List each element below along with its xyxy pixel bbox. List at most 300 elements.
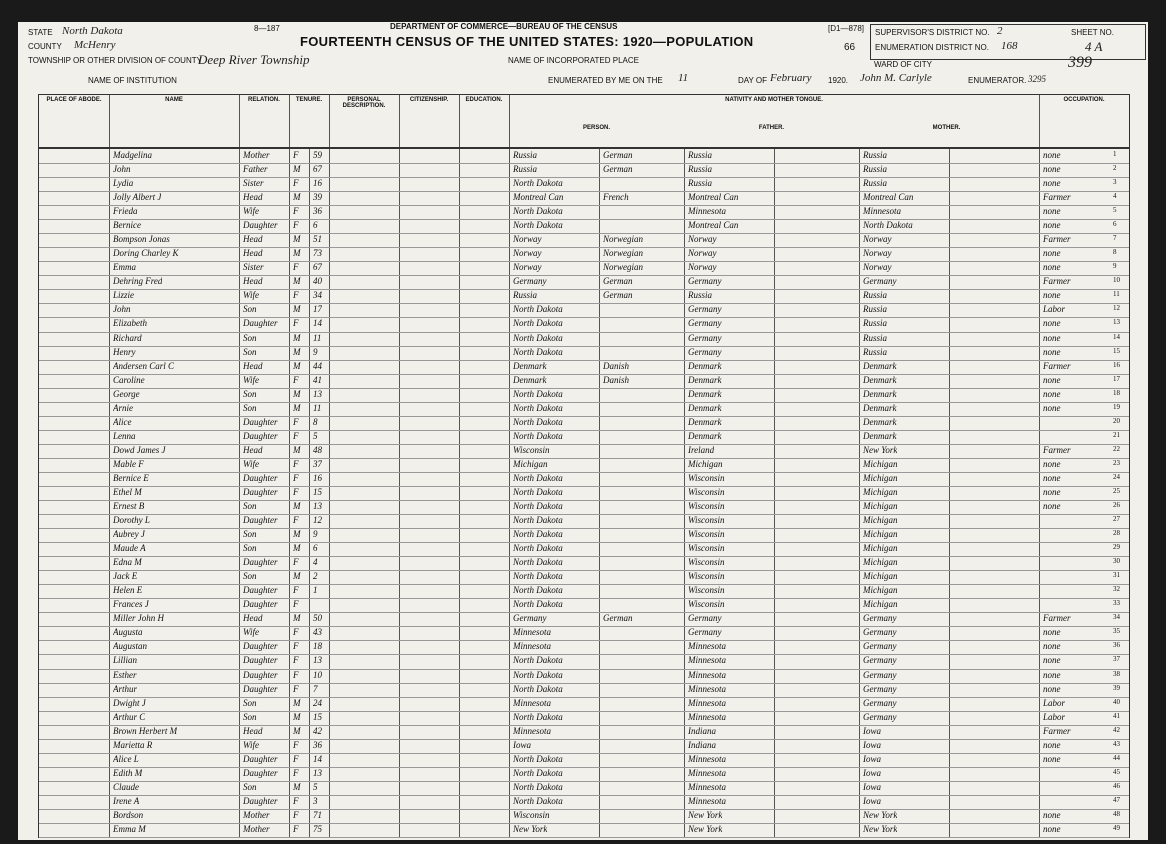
line-number: 44 (1113, 753, 1120, 762)
age: 67 (313, 262, 322, 273)
enumeration-value: 168 (1001, 40, 1018, 52)
table-row (39, 317, 1129, 332)
age: 67 (313, 164, 322, 175)
age: 13 (313, 388, 322, 399)
birthplace: Norway (513, 248, 542, 259)
column-header: TENURE. (295, 97, 323, 103)
relation: Son (243, 571, 257, 582)
table-row (39, 360, 1129, 375)
sex: F (293, 627, 299, 638)
birthplace: North Dakota (513, 753, 563, 764)
age: 6 (313, 543, 318, 554)
person-name: Brown Herbert M (113, 725, 178, 736)
relation: Son (243, 388, 257, 399)
mother-birthplace: Russia (863, 150, 888, 160)
subcolumn-header: MOTHER. (932, 125, 961, 131)
birthplace: North Dakota (513, 543, 563, 554)
sex: F (293, 486, 299, 497)
table-row (39, 795, 1129, 810)
birthplace: North Dakota (513, 178, 563, 189)
department: DEPARTMENT OF COMMERCE—BUREAU OF THE CENSUS (390, 22, 618, 31)
district-box (870, 24, 1146, 60)
mother-birthplace: Michigan (863, 472, 898, 483)
page-title: FOURTEENTH CENSUS OF THE UNITED STATES: 1920—POPULATION (300, 34, 754, 49)
line-number: 37 (1113, 655, 1120, 664)
father-birthplace: Montreal Can (688, 220, 739, 231)
person-name: John (113, 304, 131, 315)
mother-birthplace: Michigan (863, 458, 898, 469)
sex: F (293, 823, 299, 834)
mother-birthplace: Iowa (863, 795, 881, 806)
line-number: 12 (1113, 304, 1120, 313)
relation: Wife (243, 739, 259, 750)
person-name: Lenna (113, 430, 136, 441)
occupation: none (1043, 501, 1061, 512)
line-number: 4 (1113, 192, 1117, 201)
line-number: 3 (1113, 178, 1117, 187)
occupation: Farmer (1043, 444, 1071, 455)
age: 9 (313, 529, 318, 540)
person-name: Maude A (113, 543, 146, 554)
sex: F (293, 557, 299, 568)
birthplace: Minnesota (513, 627, 551, 638)
occupation: none (1043, 318, 1061, 329)
birthplace: Michigan (513, 458, 548, 469)
sex: M (293, 388, 301, 399)
table-row (39, 416, 1129, 431)
birthplace: Russia (513, 164, 538, 175)
sex: M (293, 360, 301, 371)
father-birthplace: Minnesota (688, 753, 726, 764)
sex: M (293, 571, 301, 582)
age: 34 (313, 290, 322, 301)
mother-birthplace: Denmark (863, 388, 897, 399)
sex: F (293, 795, 299, 806)
father-birthplace: Wisconsin (688, 599, 725, 610)
ward-label: WARD OF CITY (874, 60, 932, 69)
sex: F (293, 150, 299, 160)
relation: Head (243, 248, 263, 259)
age: 11 (313, 402, 322, 413)
relation: Head (243, 725, 263, 736)
line-number: 31 (1113, 571, 1120, 580)
relation: Daughter (243, 430, 278, 441)
mother-birthplace: Germany (863, 613, 897, 624)
age: 5 (313, 430, 318, 441)
mother-tongue: German (603, 164, 633, 175)
table-row (39, 177, 1129, 192)
person-name: Marietta R (113, 739, 153, 750)
age: 3 (313, 795, 318, 806)
occupation: none (1043, 290, 1061, 301)
age: 6 (313, 220, 318, 231)
mother-birthplace: Germany (863, 683, 897, 694)
father-birthplace: Germany (688, 318, 722, 329)
line-number: 32 (1113, 585, 1120, 594)
age: 59 (313, 150, 322, 160)
table-row (39, 500, 1129, 515)
line-number: 23 (1113, 458, 1120, 467)
occupation: none (1043, 248, 1061, 259)
father-birthplace: Indiana (688, 725, 716, 736)
mother-birthplace: Montreal Can (863, 192, 914, 203)
person-name: Jack E (113, 571, 138, 582)
mother-birthplace: Michigan (863, 557, 898, 568)
mother-birthplace: Denmark (863, 430, 897, 441)
relation: Mother (243, 809, 270, 820)
mother-birthplace: Germany (863, 627, 897, 638)
relation: Son (243, 501, 257, 512)
occupation: none (1043, 262, 1061, 273)
age: 13 (313, 767, 322, 778)
subcolumn-header: FATHER. (758, 125, 785, 131)
sex: M (293, 164, 301, 175)
sex: F (293, 458, 299, 469)
birthplace: North Dakota (513, 402, 563, 413)
line-number: 40 (1113, 697, 1120, 706)
table-row (39, 458, 1129, 473)
birthplace: North Dakota (513, 332, 563, 343)
sex: F (293, 290, 299, 301)
occupation: none (1043, 150, 1061, 160)
age: 15 (313, 711, 322, 722)
occupation: none (1043, 739, 1061, 750)
relation: Daughter (243, 599, 278, 610)
line-number: 11 (1113, 290, 1120, 299)
occupation: none (1043, 486, 1061, 497)
mother-birthplace: Russia (863, 290, 888, 301)
relation: Daughter (243, 641, 278, 652)
father-birthplace: Wisconsin (688, 585, 725, 596)
mother-birthplace: Denmark (863, 360, 897, 371)
township-label: TOWNSHIP OR OTHER DIVISION OF COUNTY (28, 56, 202, 65)
sex: M (293, 192, 301, 203)
relation: Wife (243, 290, 259, 301)
column-header: CITIZENSHIP. (409, 97, 449, 103)
sex: M (293, 725, 301, 736)
form-number: 8—187 (254, 24, 280, 33)
relation: Head (243, 234, 263, 245)
column-header: PLACE OF ABODE. (46, 97, 102, 103)
age: 51 (313, 234, 322, 245)
line-number: 8 (1113, 248, 1117, 257)
relation: Daughter (243, 318, 278, 329)
age: 9 (313, 346, 318, 357)
sex: F (293, 683, 299, 694)
table-row (39, 233, 1129, 248)
table-row (39, 261, 1129, 276)
person-name: Frieda (113, 206, 138, 217)
father-birthplace: Minnesota (688, 669, 726, 680)
mother-birthplace: Michigan (863, 529, 898, 540)
father-birthplace: Minnesota (688, 767, 726, 778)
father-birthplace: Norway (688, 234, 717, 245)
person-name: Henry (113, 346, 136, 357)
line-number: 28 (1113, 529, 1120, 538)
table-row (39, 626, 1129, 641)
table-row (39, 528, 1129, 543)
person-name: Doring Charley K (113, 248, 179, 259)
line-number: 41 (1113, 711, 1120, 720)
sex: M (293, 501, 301, 512)
line-number: 24 (1113, 472, 1120, 481)
birthplace: Russia (513, 290, 538, 301)
column-header: NAME (165, 97, 183, 103)
relation: Wife (243, 627, 259, 638)
father-birthplace: Germany (688, 346, 722, 357)
person-name: Dehring Fred (113, 276, 163, 287)
occupation: none (1043, 178, 1061, 189)
birthplace: North Dakota (513, 781, 563, 792)
enumerator-label: ENUMERATOR. (968, 76, 1027, 85)
table-row (39, 219, 1129, 234)
line-number: 34 (1113, 613, 1120, 622)
table-row (39, 444, 1129, 459)
birthplace: North Dakota (513, 571, 563, 582)
table-row (39, 584, 1129, 599)
line-number: 15 (1113, 346, 1120, 355)
father-birthplace: Russia (688, 290, 713, 301)
line-number: 27 (1113, 515, 1120, 524)
table-row (39, 289, 1129, 304)
line-number: 5 (1113, 206, 1117, 215)
father-birthplace: Denmark (688, 402, 722, 413)
occupation: none (1043, 669, 1061, 680)
occupation: Farmer (1043, 360, 1071, 371)
relation: Head (243, 360, 263, 371)
person-name: Edith M (113, 767, 143, 778)
sex: M (293, 402, 301, 413)
age: 15 (313, 486, 322, 497)
birthplace: North Dakota (513, 599, 563, 610)
relation: Sister (243, 262, 264, 273)
sex: F (293, 416, 299, 427)
relation: Daughter (243, 486, 278, 497)
mother-birthplace: Iowa (863, 781, 881, 792)
column-header: RELATION. (248, 97, 280, 103)
person-name: Lillian (113, 655, 138, 666)
line-number: 42 (1113, 725, 1120, 734)
table-row (39, 191, 1129, 206)
line-number: 39 (1113, 683, 1120, 692)
table-row (39, 149, 1129, 164)
sex: F (293, 809, 299, 820)
person-name: Miller John H (113, 613, 164, 624)
person-name: Augustan (113, 641, 148, 652)
line-number: 9 (1113, 262, 1117, 271)
county-value: McHenry (74, 39, 116, 51)
relation: Daughter (243, 795, 278, 806)
table-row (39, 542, 1129, 557)
column-headers (38, 94, 1130, 148)
stamp: 399 (1068, 54, 1092, 71)
occupation: none (1043, 388, 1061, 399)
line-number: 30 (1113, 557, 1120, 566)
father-birthplace: Wisconsin (688, 557, 725, 568)
person-name: Arnie (113, 402, 133, 413)
father-birthplace: Minnesota (688, 711, 726, 722)
birthplace: North Dakota (513, 501, 563, 512)
sex: M (293, 248, 301, 259)
person-name: Emma (113, 262, 136, 273)
age: 13 (313, 655, 322, 666)
sex: M (293, 304, 301, 315)
age: 14 (313, 753, 322, 764)
occupation: none (1043, 641, 1061, 652)
father-birthplace: Indiana (688, 739, 716, 750)
age: 7 (313, 683, 318, 694)
father-birthplace: Minnesota (688, 655, 726, 666)
mother-birthplace: Russia (863, 346, 888, 357)
relation: Son (243, 697, 257, 708)
birthplace: North Dakota (513, 220, 563, 231)
table-row (39, 570, 1129, 585)
enumerated-month: February (770, 72, 812, 84)
father-birthplace: Germany (688, 627, 722, 638)
age: 50 (313, 613, 322, 624)
sex: M (293, 711, 301, 722)
relation: Head (243, 276, 263, 287)
age: 8 (313, 416, 318, 427)
relation: Wife (243, 206, 259, 217)
father-birthplace: Denmark (688, 388, 722, 399)
margin-note: 3295 (1028, 74, 1046, 84)
birthplace: Wisconsin (513, 809, 550, 820)
day-of-label: DAY OF (738, 76, 768, 85)
relation: Son (243, 332, 257, 343)
birthplace: Minnesota (513, 641, 551, 652)
mother-birthplace: Germany (863, 697, 897, 708)
table-row (39, 472, 1129, 487)
age: 48 (313, 444, 322, 455)
father-birthplace: Wisconsin (688, 515, 725, 526)
mother-birthplace: Michigan (863, 571, 898, 582)
line-number: 29 (1113, 543, 1120, 552)
mother-birthplace: Iowa (863, 739, 881, 750)
mother-birthplace: Germany (863, 669, 897, 680)
occupation: Farmer (1043, 613, 1071, 624)
mother-birthplace: Michigan (863, 486, 898, 497)
birthplace: Iowa (513, 739, 531, 750)
mother-tongue: Danish (603, 374, 630, 385)
father-birthplace: Michigan (688, 458, 723, 469)
father-birthplace: Germany (688, 304, 722, 315)
table-row (39, 669, 1129, 684)
table-row (39, 388, 1129, 403)
birthplace: Russia (513, 150, 538, 160)
table-row (39, 205, 1129, 220)
relation: Son (243, 543, 257, 554)
father-birthplace: New York (688, 823, 723, 834)
age: 37 (313, 458, 322, 469)
table-row (39, 725, 1129, 740)
sheet-label: SHEET NO. (1071, 28, 1114, 37)
county-label: COUNTY (28, 42, 62, 51)
birthplace: Minnesota (513, 725, 551, 736)
table-row (39, 303, 1129, 318)
column-header: NATIVITY AND MOTHER TONGUE. (725, 97, 823, 103)
age: 1 (313, 585, 318, 596)
mother-tongue: German (603, 290, 633, 301)
occupation: Labor (1043, 711, 1066, 722)
birthplace: Germany (513, 276, 547, 287)
father-birthplace: Minnesota (688, 683, 726, 694)
page-code: 66 (844, 42, 856, 53)
mother-birthplace: Michigan (863, 585, 898, 596)
occupation: none (1043, 220, 1061, 231)
state-label: STATE (28, 28, 53, 37)
table-row (39, 697, 1129, 712)
father-birthplace: Wisconsin (688, 571, 725, 582)
age: 36 (313, 206, 322, 217)
sex: F (293, 472, 299, 483)
mother-birthplace: Michigan (863, 501, 898, 512)
table-row (39, 683, 1129, 698)
mother-birthplace: Iowa (863, 753, 881, 764)
mother-tongue: Norwegian (603, 234, 644, 245)
mother-tongue: French (603, 192, 629, 203)
sex: M (293, 332, 301, 343)
person-name: Emma M (113, 823, 146, 834)
age: 4 (313, 557, 318, 568)
person-name: Andersen Carl C (113, 360, 175, 371)
birthplace: North Dakota (513, 683, 563, 694)
occupation: none (1043, 627, 1061, 638)
table-row (39, 346, 1129, 361)
sex: M (293, 529, 301, 540)
mother-birthplace: Denmark (863, 402, 897, 413)
table-row (39, 753, 1129, 768)
form-code: [D1—878] (828, 24, 865, 33)
line-number: 35 (1113, 627, 1120, 636)
line-number: 18 (1113, 388, 1120, 397)
table-row (39, 402, 1129, 417)
birthplace: North Dakota (513, 318, 563, 329)
line-number: 46 (1113, 781, 1120, 790)
occupation: none (1043, 164, 1061, 175)
sex: F (293, 318, 299, 329)
census-table (38, 148, 1130, 838)
institution-label: NAME OF INSTITUTION (88, 76, 177, 85)
birthplace: New York (513, 823, 548, 834)
sex: F (293, 669, 299, 680)
relation: Father (243, 164, 268, 175)
person-name: Bordson (113, 809, 144, 820)
birthplace: North Dakota (513, 711, 563, 722)
person-name: Claude (113, 781, 139, 792)
age: 16 (313, 178, 322, 189)
birthplace: North Dakota (513, 655, 563, 666)
mother-birthplace: Iowa (863, 767, 881, 778)
birthplace: North Dakota (513, 416, 563, 427)
sex: M (293, 781, 301, 792)
age: 44 (313, 360, 322, 371)
column-header: PERSONAL DESCRIPTION. (342, 97, 386, 109)
line-number: 21 (1113, 430, 1120, 439)
table-row (39, 275, 1129, 290)
person-name: Lydia (113, 178, 134, 189)
person-name: Aubrey J (113, 529, 145, 540)
birthplace: Norway (513, 262, 542, 273)
table-row (39, 332, 1129, 347)
line-number: 16 (1113, 360, 1120, 369)
age: 5 (313, 781, 318, 792)
age: 71 (313, 809, 322, 820)
line-number: 26 (1113, 501, 1120, 510)
mother-birthplace: Michigan (863, 543, 898, 554)
sex: F (293, 641, 299, 652)
sex: F (293, 220, 299, 231)
